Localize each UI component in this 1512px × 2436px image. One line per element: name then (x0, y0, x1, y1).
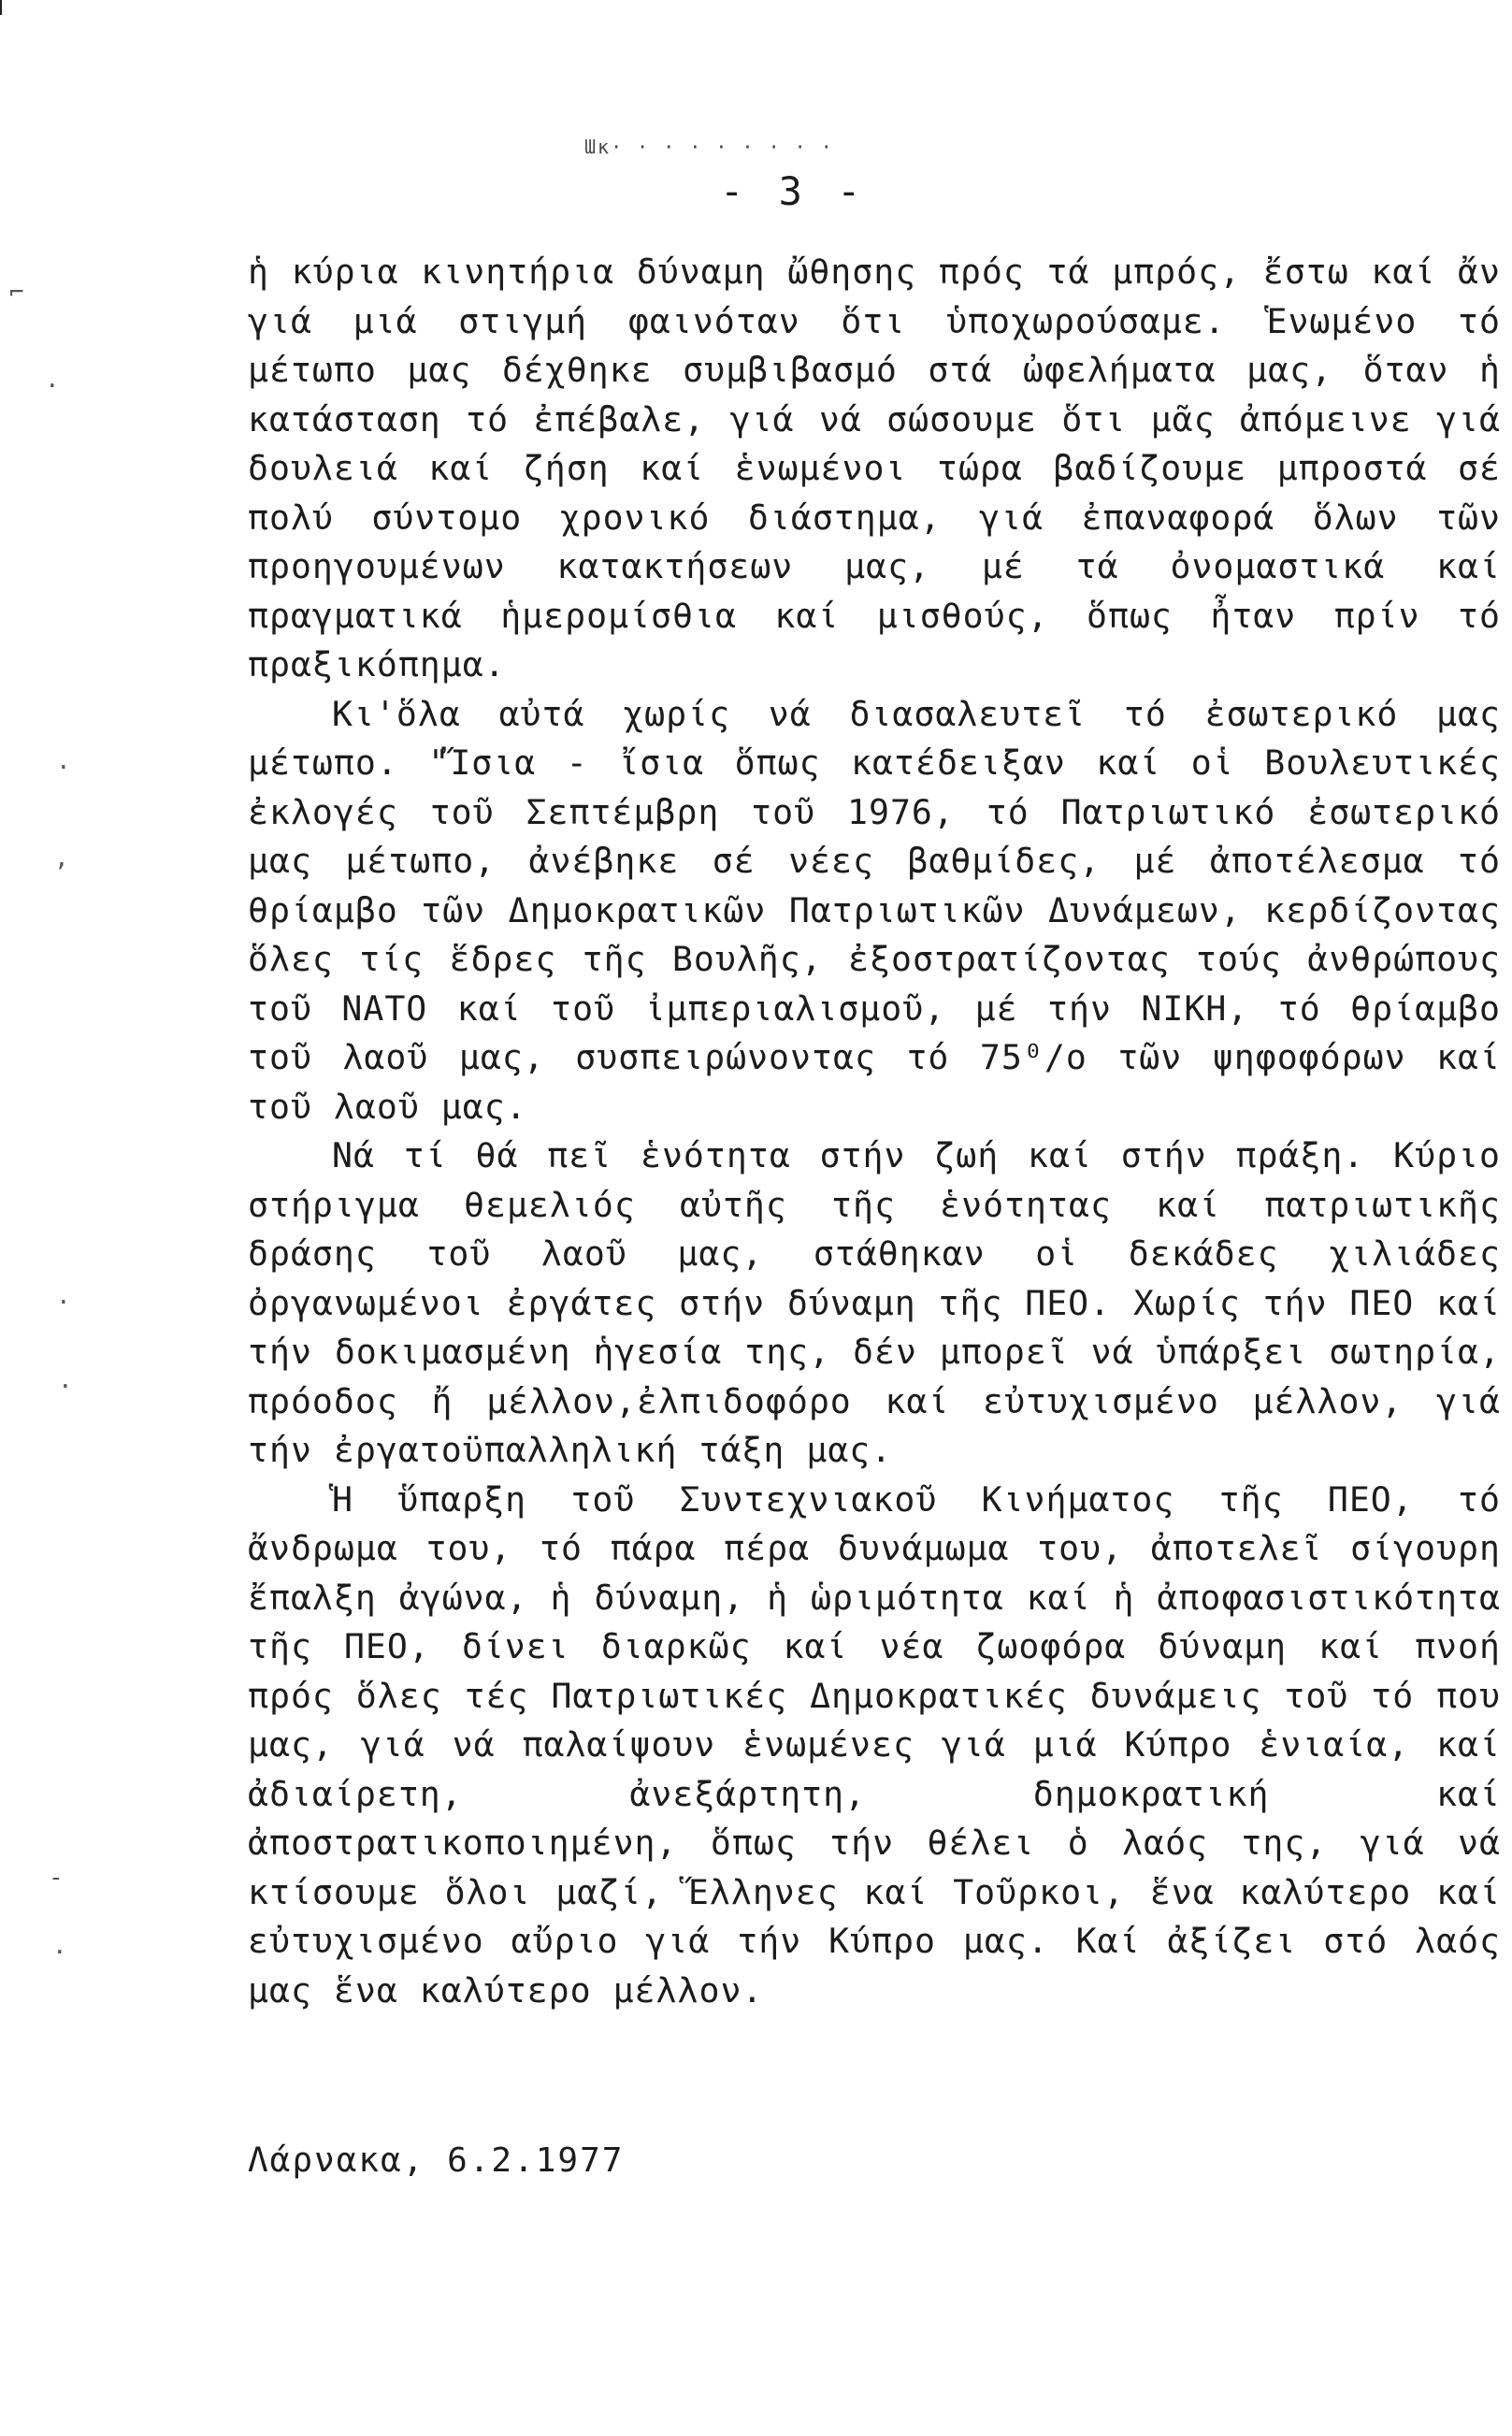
header-smudge: Ɯκ· · · · · · · · · (584, 136, 834, 156)
place-date: Λάρνακα, 6.2.1977 (248, 2141, 625, 2180)
page-number: - 3 - (720, 168, 867, 214)
paragraph-4: Ἡ ὕπαρξη τοῦ Συντεχνιακοῦ Κινήματος τῆς ΠΕΟ, τό ἄνδρωμα του, τό πάρα πέρα δυνάμωμα του, ἀποτελεῖ σίγουρη ἔπαλξη ἀγώνα, ἡ δύναμη, ἡ ὡριμότητα καί ἡ ἀποφασιστικότητα τῆς ΠΕΟ, δίνει διαρκῶς καί νέα ζωοφόρα δύναμη καί πνοή πρός ὅλες τές Πατριωτικές Δημοκρατικές δυνάμεις τοῦ τό που μας, γιά νά παλαίψουν ἑνωμένες γιά μιά Κύπρο ἑνιαία, καί ἀδιαίρετη, ἀνεξάρτητη, δημοκρατική καί ἀποστρατικοποιημένη, ὅπως τήν θέλει ὁ λαός της, γιά νά κτίσουμε ὅλοι μαζί, Ἕλληνες καί Τοῦρκοι, ἕνα καλύτερο καί εὐτυχισμένο αὔριο γιά τήν Κύπρο μας. Καί ἀξίζει στό λαός μας ἕνα καλύτερο μέλλον. (248, 1478, 1501, 2011)
paragraph-2: Κι'ὅλα αὐτά χωρίς νά διασαλευτεῖ τό ἐσωτερικό μας μέτωπο. "Ἴσια - ἴσια ὅπως κατέδειξαν καί οἱ Βουλευτικές ἐκλογές τοῦ Σεπτέμβρη τοῦ 1976, τό Πατριωτικό ἐσωτερικό μας μέτωπο, ἀνέβηκε σέ νέες βαθμίδες, μέ ἀποτέλεσμα τό θρίαμβο τῶν Δημοκρατικῶν Πατριωτικῶν Δυνάμεων, κερδίζοντας ὅλες τίς ἕδρες τῆς Βουλῆς, ἐξοστρατίζοντας τούς ἀνθρώπους τοῦ ΝΑΤΟ καί τοῦ ἰμπεριαλισμοῦ, μέ τήν ΝΙΚΗ, τό θρίαμβο τοῦ λαοῦ μας, συσπειρώνοντας τό 75⁰/ο τῶν ψηφοφόρων καί τοῦ λαοῦ μας. (248, 693, 1501, 1127)
margin-mark: ⌐ (9, 279, 24, 307)
margin-mark: · (58, 1373, 73, 1401)
paragraph-1: ἡ κύρια κινητήρια δύναμη ὤθησης πρός τά μπρός, ἔστω καί ἄν γιά μιά στιγμή φαινόταν ὅτι ὑποχωρούσαμε. Ἑνωμένο τό μέτωπο μας δέχθηκε συμβιβασμό στά ὠφελήματα μας, ὅταν ἡ κατάσταση τό ἐπέβαλε, γιά νά σώσουμε ὅτι μᾶς ἀπόμεινε γιά δουλειά καί ζήση καί ἑνωμένοι τώρα βαδίζουμε μπροστά σέ πολύ σύντομο χρονικό διάστημα, γιά ἐπαναφορά ὅλων τῶν προηγουμένων κατακτήσεων μας, μέ τά ὀνομαστικά καί πραγματικά ἡμερομίσθια καί μισθούς, ὅπως ἦταν πρίν τό πραξικόπημα. (248, 252, 1501, 685)
margin-mark: · (56, 1289, 71, 1317)
margin-mark: - (49, 1864, 64, 1892)
margin-mark: · (45, 372, 60, 400)
paragraph-3: Νά τί θά πεῖ ἑνότητα στήν ζωή καί στήν πράξη. Κύριο στήριγμα θεμελιός αὐτῆς τῆς ἑνότητας καί πατριωτικῆς δράσης τοῦ λαοῦ μας, στάθηκαν οἱ δεκάδες χιλιάδες ὀργανωμένοι ἐργάτες στήν δύναμη τῆς ΠΕΟ. Χωρίς τήν ΠΕΟ καί τήν δοκιμασμένη ἡγεσία της, δέν μπορεῖ νά ὑπάρξει σωτηρία, πρόοδος ἤ μέλλον,ἐλπιδοφόρο καί εὐτυχισμένο μέλλον, γιά τήν ἐργατοϋπαλληλική τάξη μας. (248, 1135, 1501, 1470)
margin-mark: ‚ (54, 844, 69, 872)
page-edge-mark (0, 0, 2, 15)
margin-mark: · (52, 1939, 67, 1967)
margin-mark: · (56, 754, 71, 782)
body-text (248, 248, 1501, 2015)
